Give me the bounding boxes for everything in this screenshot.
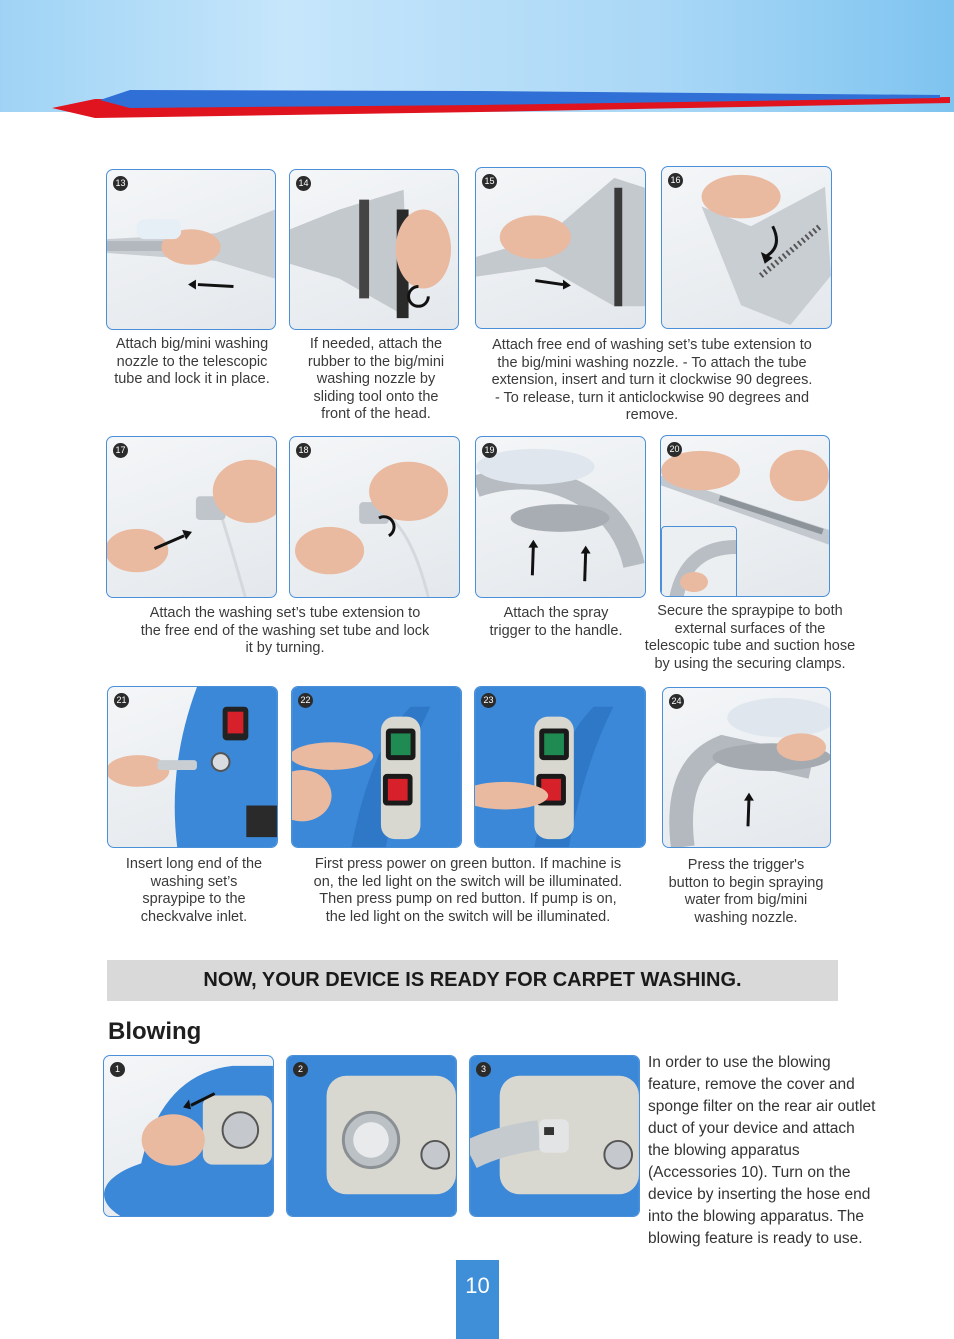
blowing-step-2-photo (286, 1055, 457, 1217)
step-number: 21 (114, 693, 129, 708)
step-18-photo (289, 436, 460, 598)
steps-15-16-caption: Attach free end of washing set’s tube extension to the big/mini washing nozzle. - To attach the tube extension, insert and turn it clockwise 90 degrees. - To release, turn it anticlockwise 90 degrees and remove. (491, 337, 813, 423)
step-number: 3 (476, 1062, 491, 1077)
blowing-step-3-photo (469, 1055, 640, 1217)
step-number: 24 (669, 694, 684, 709)
step-23-photo (474, 686, 646, 848)
step-14-caption: If needed, attach the rubber to the big/mini washing nozzle by sliding tool onto the front of the head. (307, 336, 445, 422)
tube-connect-illustration (107, 437, 276, 597)
spray-trigger-illustration (476, 437, 645, 597)
tube-lock-illustration (290, 437, 459, 597)
step-number: 2 (293, 1062, 308, 1077)
step-20-inset-photo (661, 526, 737, 597)
step-24-caption: Press the trigger's button to begin spraying water from big/mini washing nozzle. (668, 857, 824, 926)
step-19-photo (475, 436, 646, 598)
hose-clamp-inset-illustration (662, 527, 736, 597)
blowing-instructions: In order to use the blowing feature, remove the cover and sponge filter on the rear air outlet duct of your device and attach the blowing apparatus (Accessories 10). Turn on the device by inserting the hose end into the blowing apparatus. The blowing feature is ready to use. (648, 1054, 876, 1247)
trigger-press-illustration (663, 688, 830, 847)
step-number: 15 (482, 174, 497, 189)
tube-extension-insert-illustration (476, 168, 645, 328)
step-number: 23 (481, 693, 496, 708)
step-number: 13 (113, 176, 128, 191)
step-13-photo (106, 169, 276, 330)
step-13-caption: Attach big/mini washing nozzle to the telescopic tube and lock it in place. (114, 336, 270, 387)
step-16-photo (661, 166, 832, 329)
steps-22-23-caption: First press power on green button. If machine is on, the led light on the switch will be illuminated. Then press pump on red button. If pump is on, the led light on the switch will be illuminated. (313, 856, 623, 925)
hose-insert-illustration (470, 1056, 639, 1216)
step-20-caption: Secure the spraypipe to both external surfaces of the telescopic tube and suction hose by using the securing clamps. (644, 603, 856, 672)
page-number: 10 (456, 1260, 499, 1339)
step-number: 22 (298, 693, 313, 708)
tube-extension-turn-illustration (662, 167, 831, 328)
power-button-press-illustration (292, 687, 461, 847)
step-number: 1 (110, 1062, 125, 1077)
step-21-photo (107, 686, 278, 848)
step-24-photo (662, 687, 831, 848)
step-15-photo (475, 167, 646, 329)
checkvalve-insert-illustration (108, 687, 277, 847)
step-14-photo (289, 169, 459, 330)
step-20-photo (660, 435, 830, 597)
remove-cover-illustration (104, 1056, 273, 1216)
rubber-attach-illustration (290, 170, 458, 329)
step-22-photo (291, 686, 462, 848)
air-outlet-illustration (287, 1056, 456, 1216)
step-21-caption: Insert long end of the washing set’s spraypipe to the checkvalve inlet. (125, 856, 263, 925)
step-number: 16 (668, 173, 683, 188)
step-19-caption: Attach the spray trigger to the handle. (489, 605, 623, 639)
step-number: 18 (296, 443, 311, 458)
step-number: 17 (113, 443, 128, 458)
ready-banner: NOW, YOUR DEVICE IS READY FOR CARPET WASHING. (107, 960, 838, 1001)
steps-17-18-caption: Attach the washing set’s tube extension to the free end of the washing set tube and lock it by turning. (140, 605, 430, 656)
header-stripe (0, 86, 954, 122)
step-number: 20 (667, 442, 682, 457)
step-17-photo (106, 436, 277, 598)
blowing-heading: Blowing (108, 1018, 202, 1045)
nozzle-attach-illustration (107, 170, 275, 329)
step-number: 14 (296, 176, 311, 191)
blowing-step-1-photo (103, 1055, 274, 1217)
step-number: 19 (482, 443, 497, 458)
pump-button-press-illustration (475, 687, 645, 847)
